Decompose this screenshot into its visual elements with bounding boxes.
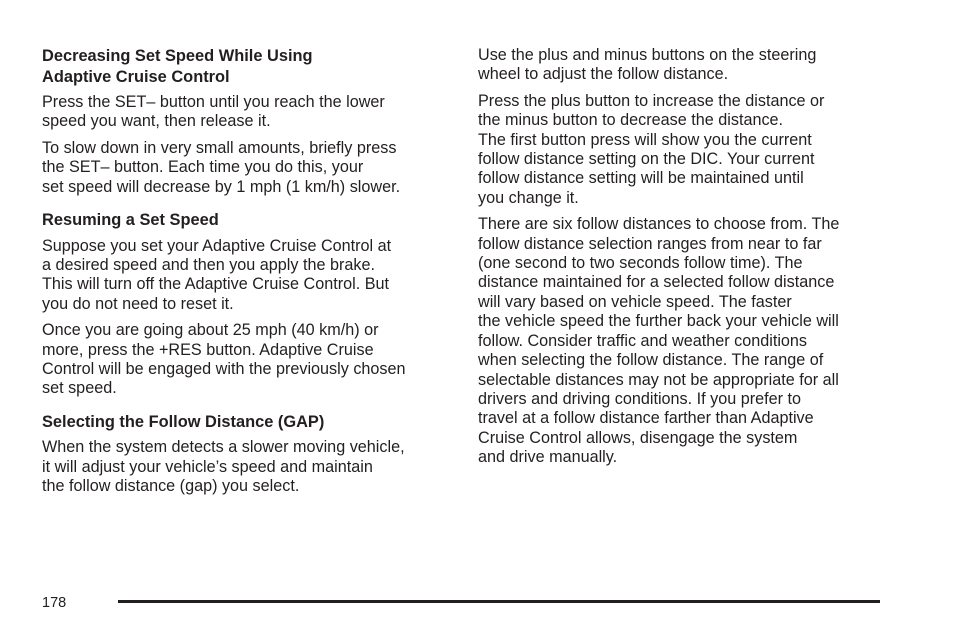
paragraph: There are six follow distances to choose from. The follow distance selection ranges from near to far (one second to two seconds follow time). The distance maintained for a selected follow distance will vary based on vehicle speed. The faster the vehicle speed the further back your vehicle will follow. Consider traffic and weather conditions when selecting the follow distance. The range of selectable distances may not be appropriate for all drivers and driving conditions. If you prefer to travel at a follow distance farther than Adaptive Cruise Control allows, disengage the system and drive manually. <box>478 215 840 467</box>
paragraph: To slow down in very small amounts, briefly press the SET– button. Each time you do this, your set speed will decrease by 1 mph (1 km/h) slower. <box>42 138 401 196</box>
section-resuming-set-speed <box>42 210 452 399</box>
paragraph: Suppose you set your Adaptive Cruise Control at a desired speed and then you apply the brake. This will turn off the Adaptive Cruise Control. But you do not need to reset it. <box>42 236 392 313</box>
page-number: 178 <box>42 595 67 611</box>
left-column <box>42 46 452 510</box>
section-heading: Resuming a Set Speed <box>42 211 219 230</box>
footer-rule <box>118 600 880 603</box>
section-heading: Selecting the Follow Distance (GAP) <box>42 412 325 431</box>
section-selecting-follow-distance <box>42 412 452 497</box>
right-column <box>478 46 888 475</box>
paragraph: When the system detects a slower moving vehicle, it will adjust your vehicle’s speed and maintain the follow distance (gap) you select. <box>42 438 405 496</box>
paragraph: Press the SET– button until you reach the lower speed you want, then release it. <box>42 93 385 131</box>
paragraph: Press the plus button to increase the distance or the minus button to decrease the distance. The first button press will show you the current follow distance setting on the DIC. Your current follow distance setting will be maintained until you change it. <box>478 91 825 207</box>
section-decreasing-set-speed <box>42 46 452 197</box>
paragraph: Use the plus and minus buttons on the steering wheel to adjust the follow distance. <box>478 46 817 84</box>
paragraph: Once you are going about 25 mph (40 km/h) or more, press the +RES button. Adaptive Cruise Control will be engaged with the previously chosen set speed. <box>42 321 406 398</box>
section-heading: Decreasing Set Speed While Using Adaptive Cruise Control <box>42 47 313 86</box>
